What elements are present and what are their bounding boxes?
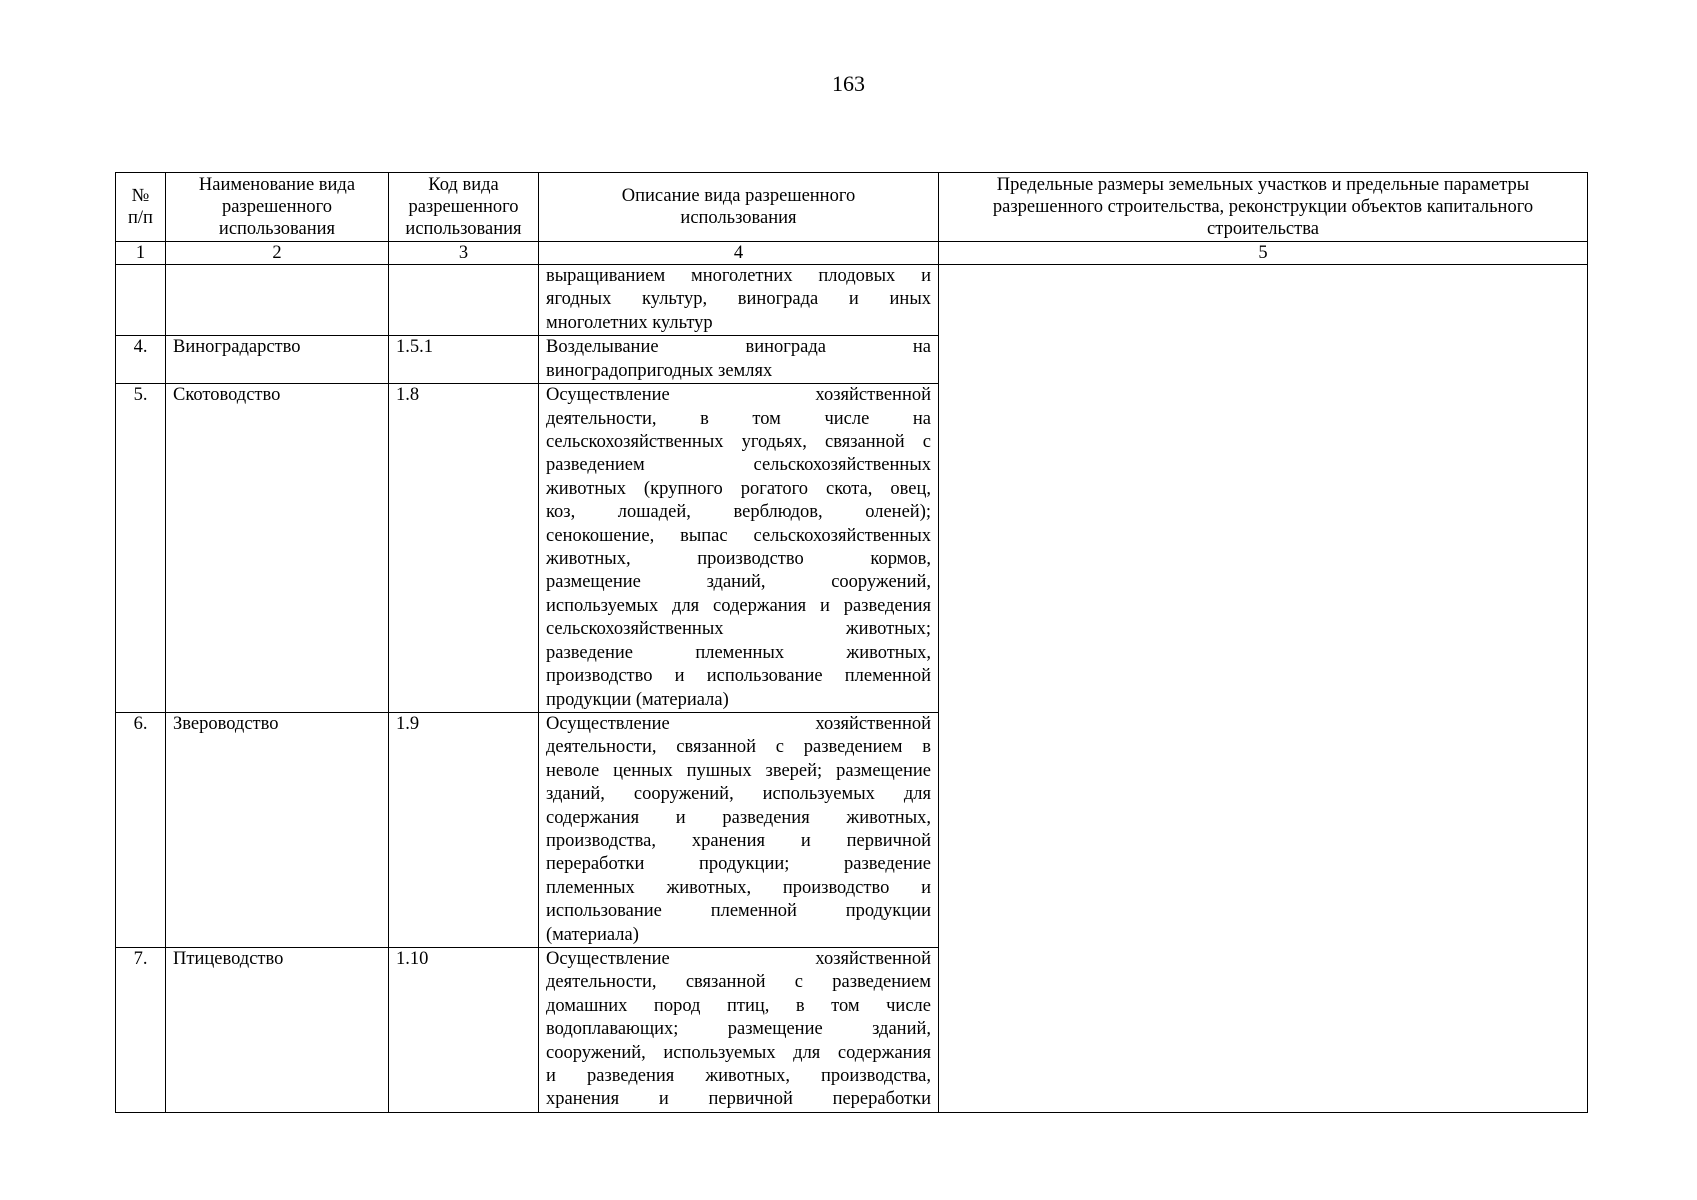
column-number-row — [116, 242, 1588, 265]
description-line: деятельности, в том числе на — [546, 408, 931, 429]
description-line: сельскохозяйственных животных; — [546, 619, 931, 640]
description-line: зданий, сооружений, используемых для — [546, 784, 931, 805]
description-line: неволе ценных пушных зверей; размещение — [546, 760, 931, 781]
page-number: 163 — [832, 71, 865, 96]
column-number: 5 — [939, 242, 1588, 265]
table-header-row — [116, 173, 1588, 242]
row-description — [539, 947, 939, 1112]
description-line: производства, хранения и первичной — [546, 830, 931, 851]
row-name: Птицеводство — [166, 947, 389, 1112]
description-line: Осуществление хозяйственной — [546, 713, 931, 734]
description-line: животных, производство кормов, — [546, 549, 931, 570]
description-line: производство и использование племенной — [546, 666, 931, 687]
description-line: ягодных культур, винограда и иных — [546, 289, 931, 310]
limits-cell — [939, 265, 1588, 1113]
column-number: 2 — [166, 242, 389, 265]
header-code: Код вида разрешенного использования — [389, 173, 539, 242]
description-line: используемых для содержания и разведения — [546, 595, 931, 616]
row-num: 4. — [116, 336, 166, 384]
row-num: 5. — [116, 384, 166, 713]
description-line: разведение племенных животных, — [546, 642, 931, 663]
description-line: домашних пород птиц, в том числе — [546, 995, 931, 1016]
row-name: Звероводство — [166, 712, 389, 947]
row-description — [539, 265, 939, 336]
row-num: 7. — [116, 947, 166, 1112]
description-line: водоплавающих; размещение зданий, — [546, 1019, 931, 1040]
row-description — [539, 384, 939, 713]
description-line: (материала) — [546, 924, 639, 945]
column-number: 4 — [539, 242, 939, 265]
description-line: хранения и первичной переработки — [546, 1089, 931, 1110]
row-num — [116, 265, 166, 336]
header-name: Наименование вида разрешенного использования — [166, 173, 389, 242]
description-line: многолетних культур — [546, 312, 713, 333]
description-line: размещение зданий, сооружений, — [546, 572, 931, 593]
row-name — [166, 265, 389, 336]
row-name: Виноградарство — [166, 336, 389, 384]
row-code: 1.8 — [389, 384, 539, 713]
row-description — [539, 336, 939, 384]
header-description: Описание вида разрешенного использования — [539, 173, 939, 242]
description-line: сенокошение, выпас сельскохозяйственных — [546, 525, 931, 546]
description-line: выращиванием многолетних плодовых и — [546, 266, 931, 286]
description-line: содержания и разведения животных, — [546, 807, 931, 828]
description-line: коз, лошадей, верблюдов, оленей); — [546, 502, 931, 523]
row-description — [539, 712, 939, 947]
header-num: № п/п — [116, 173, 166, 242]
row-code: 1.5.1 — [389, 336, 539, 384]
description-line: Осуществление хозяйственной — [546, 385, 931, 406]
column-number: 3 — [389, 242, 539, 265]
description-line: Осуществление хозяйственной — [546, 948, 931, 969]
description-line: разведением сельскохозяйственных — [546, 455, 931, 476]
description-line: животных (крупного рогатого скота, овец, — [546, 478, 931, 499]
row-code: 1.10 — [389, 947, 539, 1112]
row-num: 6. — [116, 712, 166, 947]
description-line: племенных животных, производство и — [546, 877, 931, 898]
description-line: деятельности, связанной с разведением — [546, 972, 931, 993]
row-code: 1.9 — [389, 712, 539, 947]
description-line: сооружений, используемых для содержания — [546, 1042, 931, 1063]
description-line: продукции (материала) — [546, 689, 729, 710]
table-row — [116, 265, 1588, 336]
row-name: Скотоводство — [166, 384, 389, 713]
description-line: сельскохозяйственных угодьях, связанной с — [546, 432, 931, 453]
row-code — [389, 265, 539, 336]
land-use-table — [115, 172, 1588, 1113]
description-line: использование племенной продукции — [546, 901, 931, 922]
description-line: виноградопригодных землях — [546, 360, 773, 381]
description-line: переработки продукции; разведение — [546, 854, 931, 875]
description-line: деятельности, связанной с разведением в — [546, 737, 931, 758]
header-limits: Предельные размеры земельных участков и предельные параметры разрешенного строительства, реконструкции объектов капитального строительства — [939, 173, 1588, 242]
description-line: и разведения животных, производства, — [546, 1066, 931, 1086]
column-number: 1 — [116, 242, 166, 265]
description-line: Возделывание винограда на — [546, 337, 931, 358]
